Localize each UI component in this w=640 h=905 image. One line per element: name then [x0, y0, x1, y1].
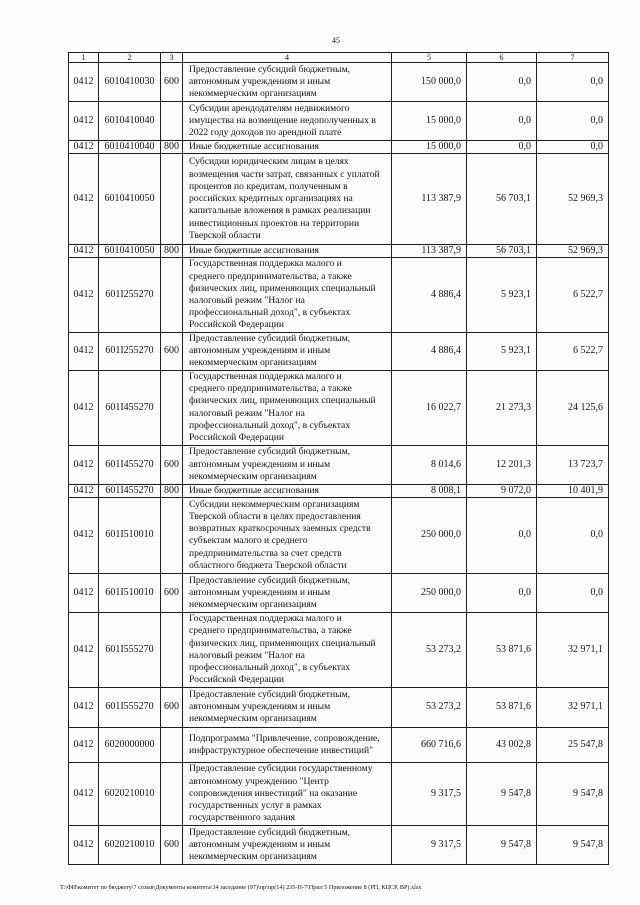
cell-amount-col-5: 660 716,6: [392, 727, 467, 762]
cell-amount-col-5: 8 014,6: [392, 445, 467, 484]
table-row: [69, 141, 609, 154]
cell-amount-col-6: 0,0: [467, 102, 537, 141]
cell-amount-col-7: 32 971,1: [537, 687, 609, 727]
cell-item-name: Предоставление субсидии государственному автономному учреждению "Центр сопровождения инвестиций" на оказание государственных услуг в рамках государственного задания: [183, 762, 392, 825]
cell-section-code: 0412: [69, 612, 99, 687]
cell-expense-type-code: [161, 370, 183, 445]
table-row: [69, 332, 609, 370]
page-number: 45: [332, 36, 340, 45]
cell-item-name: Иные бюджетные ассигнования: [183, 141, 392, 154]
cell-amount-col-6: 56 703,1: [467, 154, 537, 245]
cell-item-name: Государственная поддержка малого и среднего предпринимательства, а также физических лиц, применяющих специальный налоговый режим "Налог на профессиональный доход", в субъектах Российской Федерации: [183, 612, 392, 687]
table-row: [69, 573, 609, 612]
cell-amount-col-5: 4 886,4: [392, 332, 467, 370]
cell-expense-type-code: 800: [161, 245, 183, 258]
cell-amount-col-7: 6 522,7: [537, 258, 609, 332]
cell-amount-col-7: 25 547,8: [537, 727, 609, 762]
cell-section-code: 0412: [69, 762, 99, 825]
cell-amount-col-7: 0,0: [537, 497, 609, 573]
cell-target-code: 6010410030: [99, 63, 161, 102]
cell-target-code: 601I455270: [99, 484, 161, 497]
header-cell-col-4: 4: [183, 53, 392, 63]
cell-section-code: 0412: [69, 445, 99, 484]
table-body: [69, 63, 609, 865]
cell-expense-type-code: [161, 258, 183, 332]
cell-amount-col-5: 113 387,9: [392, 154, 467, 245]
cell-amount-col-6: 21 273,3: [467, 370, 537, 445]
cell-amount-col-5: 9 317,5: [392, 762, 467, 825]
table-row: [69, 258, 609, 332]
cell-amount-col-5: 15 000,0: [392, 141, 467, 154]
cell-target-code: 601I255270: [99, 332, 161, 370]
cell-amount-col-7: 0,0: [537, 573, 609, 612]
cell-amount-col-7: 9 547,8: [537, 762, 609, 825]
cell-section-code: 0412: [69, 102, 99, 141]
cell-target-code: 601I510010: [99, 573, 161, 612]
cell-item-name: Предоставление субсидий бюджетным, автономным учреждениям и иным некоммерческим организациям: [183, 63, 392, 102]
cell-item-name: Субсидии арендодателям недвижимого имущества на возмещение недополученных в 2022 году доходов по арендной плате: [183, 102, 392, 141]
table-row: [69, 445, 609, 484]
cell-section-code: 0412: [69, 484, 99, 497]
cell-amount-col-7: 13 723,7: [537, 445, 609, 484]
cell-amount-col-7: 0,0: [537, 141, 609, 154]
cell-expense-type-code: [161, 497, 183, 573]
cell-amount-col-6: 53 871,6: [467, 687, 537, 727]
cell-amount-col-7: 9 547,8: [537, 825, 609, 864]
cell-section-code: 0412: [69, 370, 99, 445]
cell-item-name: Подпрограмма "Привлечение, сопровождение, инфраструктурное обеспечение инвестиций": [183, 727, 392, 762]
cell-expense-type-code: [161, 762, 183, 825]
header-cell-col-6: 6: [467, 53, 537, 63]
cell-amount-col-6: 9 547,8: [467, 825, 537, 864]
cell-amount-col-6: 43 002,8: [467, 727, 537, 762]
cell-expense-type-code: 600: [161, 825, 183, 864]
cell-amount-col-6: 9 547,8: [467, 762, 537, 825]
cell-expense-type-code: 600: [161, 687, 183, 727]
header-cell-col-2: 2: [99, 53, 161, 63]
cell-target-code: 601I255270: [99, 258, 161, 332]
table-row: [69, 484, 609, 497]
cell-section-code: 0412: [69, 154, 99, 245]
cell-section-code: 0412: [69, 573, 99, 612]
cell-expense-type-code: 800: [161, 141, 183, 154]
cell-amount-col-6: 53 871,6: [467, 612, 537, 687]
cell-amount-col-7: 0,0: [537, 63, 609, 102]
cell-expense-type-code: 600: [161, 445, 183, 484]
cell-amount-col-5: 53 273,2: [392, 612, 467, 687]
cell-section-code: 0412: [69, 245, 99, 258]
table-row: [69, 825, 609, 864]
cell-amount-col-7: 52 969,3: [537, 154, 609, 245]
cell-section-code: 0412: [69, 258, 99, 332]
cell-target-code: 6010410050: [99, 154, 161, 245]
cell-expense-type-code: 600: [161, 573, 183, 612]
header-cell-col-1: 1: [69, 53, 99, 63]
cell-amount-col-6: 0,0: [467, 573, 537, 612]
table-row: [69, 687, 609, 727]
cell-amount-col-6: 5 923,1: [467, 258, 537, 332]
cell-amount-col-7: 32 971,1: [537, 612, 609, 687]
cell-expense-type-code: 600: [161, 332, 183, 370]
cell-expense-type-code: 600: [161, 63, 183, 102]
budget-table: [68, 52, 609, 865]
table-row: [69, 762, 609, 825]
table-row: [69, 727, 609, 762]
cell-amount-col-7: 52 969,3: [537, 245, 609, 258]
cell-section-code: 0412: [69, 825, 99, 864]
cell-section-code: 0412: [69, 687, 99, 727]
cell-amount-col-5: 150 000,0: [392, 63, 467, 102]
cell-amount-col-7: 6 522,7: [537, 332, 609, 370]
cell-expense-type-code: 800: [161, 484, 183, 497]
cell-item-name: Государственная поддержка малого и среднего предпринимательства, а также физических лиц, применяющих специальный налоговый режим "Налог на профессиональный доход", в субъектах Российской Федерации: [183, 258, 392, 332]
cell-item-name: Предоставление субсидий бюджетным, автономным учреждениям и иным некоммерческим организациям: [183, 573, 392, 612]
cell-item-name: Субсидии юридическим лицам в целях возмещения части затрат, связанных с уплатой процентов по кредитам, полученным в российских кредитных организациях на капитальные вложения в рамках реализации инвестиционных проектов на территории Тверской области: [183, 154, 392, 245]
cell-target-code: 601I555270: [99, 612, 161, 687]
table-row: [69, 497, 609, 573]
cell-item-name: Субсидии некоммерческим организациям Тверской области в целях предоставления возвратных краткосрочных заемных средств субъектам малого и среднего предпринимательства за счет средств областного бюджета Тверской области: [183, 497, 392, 573]
table-row: [69, 102, 609, 141]
table-row: [69, 612, 609, 687]
header-cell-col-5: 5: [392, 53, 467, 63]
cell-amount-col-6: 0,0: [467, 141, 537, 154]
cell-item-name: Государственная поддержка малого и среднего предпринимательства, а также физических лиц, применяющих специальный налоговый режим "Налог на профессиональный доход", в субъектах Российской Федерации: [183, 370, 392, 445]
table-header-row: [69, 53, 609, 63]
cell-section-code: 0412: [69, 63, 99, 102]
cell-expense-type-code: [161, 102, 183, 141]
header-cell-col-3: 3: [161, 53, 183, 63]
cell-target-code: 601I455270: [99, 370, 161, 445]
cell-amount-col-5: 16 022,7: [392, 370, 467, 445]
cell-amount-col-5: 4 886,4: [392, 258, 467, 332]
cell-target-code: 601I510010: [99, 497, 161, 573]
cell-amount-col-7: 10 401,9: [537, 484, 609, 497]
cell-section-code: 0412: [69, 332, 99, 370]
cell-target-code: 6010410050: [99, 245, 161, 258]
cell-item-name: Предоставление субсидий бюджетным, автономным учреждениям и иным некоммерческим организациям: [183, 332, 392, 370]
table-row: [69, 370, 609, 445]
cell-amount-col-7: 0,0: [537, 102, 609, 141]
cell-amount-col-5: 15 000,0: [392, 102, 467, 141]
cell-item-name: Иные бюджетные ассигнования: [183, 245, 392, 258]
cell-target-code: 6010410040: [99, 102, 161, 141]
cell-expense-type-code: [161, 612, 183, 687]
cell-expense-type-code: [161, 727, 183, 762]
cell-target-code: 601I455270: [99, 445, 161, 484]
cell-target-code: 6020000000: [99, 727, 161, 762]
cell-amount-col-7: 24 125,6: [537, 370, 609, 445]
cell-target-code: 6010410040: [99, 141, 161, 154]
cell-amount-col-5: 8 008,1: [392, 484, 467, 497]
cell-section-code: 0412: [69, 141, 99, 154]
cell-expense-type-code: [161, 154, 183, 245]
footer-file-path: T:\ФИ\комитет по бюджету\7 созыв\Документы комитета\14 заседание (97)\пр\пр(14) 235-П-7\Прил 5 Приложение 8 (РП, КЦСР, ВР).xlsx: [60, 884, 422, 891]
cell-amount-col-6: 5 923,1: [467, 332, 537, 370]
cell-amount-col-6: 12 201,3: [467, 445, 537, 484]
cell-item-name: Предоставление субсидий бюджетным, автономным учреждениям и иным некоммерческим организациям: [183, 825, 392, 864]
cell-item-name: Предоставление субсидий бюджетным, автономным учреждениям и иным некоммерческим организациям: [183, 687, 392, 727]
cell-section-code: 0412: [69, 497, 99, 573]
cell-amount-col-6: 0,0: [467, 63, 537, 102]
cell-amount-col-6: 56 703,1: [467, 245, 537, 258]
table-row: [69, 154, 609, 245]
cell-item-name: Иные бюджетные ассигнования: [183, 484, 392, 497]
cell-amount-col-5: 53 273,2: [392, 687, 467, 727]
cell-amount-col-5: 9 317,5: [392, 825, 467, 864]
cell-target-code: 601I555270: [99, 687, 161, 727]
table-row: [69, 63, 609, 102]
cell-amount-col-5: 250 000,0: [392, 573, 467, 612]
cell-target-code: 6020210010: [99, 762, 161, 825]
cell-section-code: 0412: [69, 727, 99, 762]
cell-target-code: 6020210010: [99, 825, 161, 864]
cell-amount-col-6: 9 072,0: [467, 484, 537, 497]
cell-amount-col-6: 0,0: [467, 497, 537, 573]
cell-item-name: Предоставление субсидий бюджетным, автономным учреждениям и иным некоммерческим организациям: [183, 445, 392, 484]
table-row: [69, 245, 609, 258]
cell-amount-col-5: 113 387,9: [392, 245, 467, 258]
cell-amount-col-5: 250 000,0: [392, 497, 467, 573]
header-cell-col-7: 7: [537, 53, 609, 63]
